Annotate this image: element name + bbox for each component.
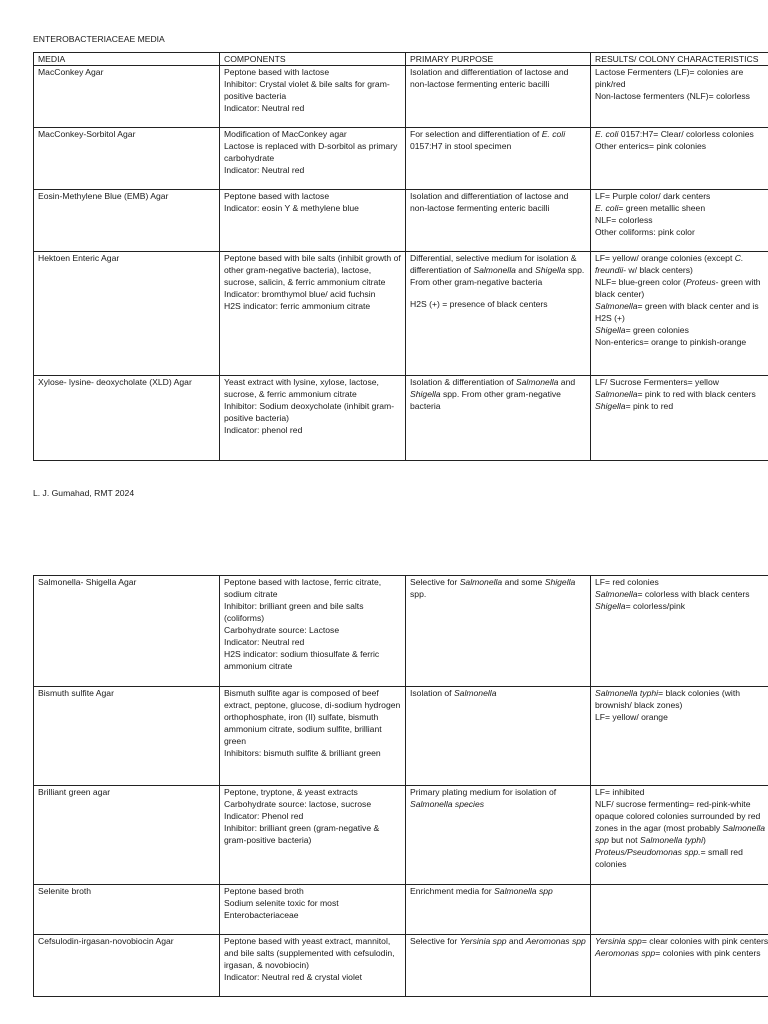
cell-line: H2S indicator: sodium thiosulfate & ferric ammonium citrate — [224, 649, 380, 671]
components-cell — [220, 66, 406, 128]
italic-term: E. coli — [595, 129, 619, 139]
header-components: COMPONENTS — [220, 53, 406, 66]
results-cell — [591, 935, 768, 997]
cell-line: Shigella= pink to red — [595, 401, 674, 411]
cell-line: Indicator: Neutral red & crystal violet — [224, 972, 363, 982]
cell-line: LF= yellow/ orange colonies (except C. freundii- w/ black centers) — [595, 253, 744, 275]
media-name-cell: Selenite broth — [34, 885, 220, 935]
cell-line: NLF= colorless — [595, 215, 653, 225]
cell-line: Sodium selenite toxic for most Enterobacteriaceae — [224, 898, 339, 920]
italic-term: E. coli — [541, 129, 566, 139]
italic-term: C. freundii — [595, 253, 744, 275]
cell-line: Other enterics= pink colonies — [595, 141, 707, 151]
cell-line: H2S (+) = presence of black centers — [410, 299, 548, 309]
cell-line: Aeromonas spp= colonies with pink centers — [595, 948, 761, 958]
cell-line: Indicator: eosin Y & methylene blue — [224, 203, 359, 213]
cell-line: LF= Purple color/ dark centers — [595, 191, 711, 201]
purpose-cell — [406, 190, 591, 252]
cell-line: Indicator: phenol red — [224, 425, 303, 435]
table-row — [34, 252, 768, 376]
cell-line: Carbohydrate source: lactose, sucrose — [224, 799, 372, 809]
cell-line: Indicator: Neutral red — [224, 165, 305, 175]
media-table-1 — [33, 52, 768, 461]
cell-line: Proteus/Pseudomonas spp.= small red colonies — [595, 847, 743, 869]
cell-line: Non-lactose fermenters (NLF)= colorless — [595, 91, 750, 101]
cell-line: Peptone based broth — [224, 886, 304, 896]
cell-line: Modification of MacConkey agar — [224, 129, 347, 139]
italic-term: Aeromonas spp — [525, 936, 586, 946]
cell-line: Enrichment media for Salmonella spp — [410, 886, 553, 896]
cell-line: Inhibitor: brilliant green (gram-negative & gram-positive bacteria) — [224, 823, 380, 845]
components-cell — [220, 885, 406, 935]
italic-term: Shigella — [544, 577, 576, 587]
components-cell — [220, 190, 406, 252]
media-name-cell: Xylose- lysine- deoxycholate (XLD) Agar — [34, 376, 220, 461]
cell-line: Yersinia spp= clear colonies with pink centers — [595, 936, 768, 946]
cell-line: Inhibitor: Sodium deoxycholate (inhibit gram-positive bacteria) — [224, 401, 395, 423]
italic-term: Salmonella typhi — [639, 835, 703, 845]
italic-term: Yersinia spp — [459, 936, 507, 946]
cell-line: NLF/ sucrose fermenting= red-pink-white opaque colored colonies surrounded by red zones in the agar (most probably Salmonella spp but not Salmonella typhi) — [595, 799, 766, 845]
cell-line: LF= yellow/ orange — [595, 712, 668, 722]
table-row — [34, 786, 768, 885]
cell-line: Indicator: bromthymol blue/ acid fuchsin — [224, 289, 376, 299]
components-cell — [220, 128, 406, 190]
cell-line: NLF= blue-green color (Proteus- green with black center) — [595, 277, 761, 299]
cell-line: LF= red colonies — [595, 577, 659, 587]
table-row — [34, 190, 768, 252]
cell-line: Shigella= green colonies — [595, 325, 689, 335]
cell-line: Inhibitor: brilliant green and bile salts (coliforms) — [224, 601, 364, 623]
italic-term: Shigella — [410, 389, 441, 399]
italic-term: Shigella — [595, 601, 626, 611]
header-media: MEDIA — [34, 53, 220, 66]
purpose-cell — [406, 576, 591, 687]
cell-line: Peptone based with lactose — [224, 67, 330, 77]
header-results: RESULTS/ COLONY CHARACTERISTICS — [591, 53, 768, 66]
table-row — [34, 885, 768, 935]
media-name-cell: Salmonella- Shigella Agar — [34, 576, 220, 687]
cell-line: Isolation & differentiation of Salmonella and Shigella spp. From other gram-negative bacteria — [410, 377, 576, 411]
cell-line: Salmonella= pink to red with black centers — [595, 389, 756, 399]
blank-line — [410, 288, 587, 298]
cell-line: Indicator: Neutral red — [224, 103, 305, 113]
cell-line: Yeast extract with lysine, xylose, lactose, sucrose, & ferric ammonium citrate — [224, 377, 379, 399]
results-cell — [591, 687, 768, 786]
cell-line: Peptone based with lactose — [224, 191, 330, 201]
italic-term: E. coli — [595, 203, 619, 213]
italic-term: Salmonella — [473, 265, 516, 275]
cell-line: E. coli 0157:H7= Clear/ colorless colonies — [595, 129, 754, 139]
table-row — [34, 687, 768, 786]
components-cell — [220, 576, 406, 687]
cell-line: Shigella= colorless/pink — [595, 601, 686, 611]
purpose-cell — [406, 128, 591, 190]
results-cell — [591, 376, 768, 461]
cell-line: Differential, selective medium for isolation & differentiation of Salmonella and Shigella spp. From other gram-negative bacteria — [410, 253, 585, 287]
media-name-cell: Bismuth sulfite Agar — [34, 687, 220, 786]
media-table-2 — [33, 575, 768, 997]
media-name-cell: Hektoen Enteric Agar — [34, 252, 220, 376]
results-cell — [591, 885, 768, 935]
purpose-cell — [406, 687, 591, 786]
cell-line: Indicator: Neutral red — [224, 637, 305, 647]
media-name-cell: Brilliant green agar — [34, 786, 220, 885]
italic-term: Yersinia spp — [595, 936, 642, 946]
cell-line: Non-enterics= orange to pinkish-orange — [595, 337, 747, 347]
italic-term: Salmonella — [595, 389, 638, 399]
cell-line: Indicator: Phenol red — [224, 811, 304, 821]
table-row — [34, 576, 768, 687]
media-name-cell: MacConkey Agar — [34, 66, 220, 128]
italic-term: Salmonella — [453, 688, 497, 698]
table-row — [34, 66, 768, 128]
table-row — [34, 935, 768, 997]
cell-line: LF= inhibited — [595, 787, 645, 797]
italic-term: Salmonella — [595, 301, 638, 311]
results-cell — [591, 252, 768, 376]
purpose-cell — [406, 376, 591, 461]
media-name-cell: Cefsulodin-irgasan-novobiocin Agar — [34, 935, 220, 997]
cell-line: LF/ Sucrose Fermenters= yellow — [595, 377, 719, 387]
results-cell — [591, 66, 768, 128]
purpose-cell — [406, 935, 591, 997]
cell-line: Salmonella= colorless with black centers — [595, 589, 750, 599]
cell-line: For selection and differentiation of E. coli 0157:H7 in stool specimen — [410, 129, 566, 151]
cell-line: Inhibitors: bismuth sulfite & brilliant green — [224, 748, 381, 758]
document-title: ENTEROBACTERIACEAE MEDIA — [33, 34, 165, 44]
italic-term: Proteus — [686, 277, 716, 287]
results-cell — [591, 190, 768, 252]
italic-term: Shigella — [595, 325, 626, 335]
cell-line: Peptone based with bile salts (inhibit growth of other gram-negative bacteria), lactose, sucrose, salicin, & ferric ammonium citrate — [224, 253, 401, 287]
italic-term: Shigella — [535, 265, 566, 275]
italic-term: Salmonella — [459, 577, 503, 587]
results-cell — [591, 576, 768, 687]
cell-line: Lactose Fermenters (LF)= colonies are pink/red — [595, 67, 744, 89]
cell-line: Isolation of Salmonella — [410, 688, 497, 698]
media-name-cell: Eosin-Methylene Blue (EMB) Agar — [34, 190, 220, 252]
cell-line: Selective for Salmonella and some Shigella spp. — [410, 577, 576, 599]
purpose-cell — [406, 786, 591, 885]
cell-line: Selective for Yersinia spp and Aeromonas spp — [410, 936, 586, 946]
italic-term: Proteus/Pseudomonas spp. — [595, 847, 701, 857]
results-cell — [591, 786, 768, 885]
purpose-cell — [406, 252, 591, 376]
components-cell — [220, 687, 406, 786]
italic-term: Salmonella — [595, 589, 638, 599]
cell-line: Bismuth sulfite agar is composed of beef extract, peptone, glucose, di-sodium hydrogen orthophosphate, iron (II) sulfate, bismuth ammonium citrate, sodium sulfite, brilliant green — [224, 688, 401, 746]
purpose-cell — [406, 885, 591, 935]
cell-line: E. coli= green metallic sheen — [595, 203, 706, 213]
italic-term: Salmonella — [515, 377, 559, 387]
cell-line: Primary plating medium for isolation of Salmonella species — [410, 787, 557, 809]
italic-term: Shigella — [595, 401, 626, 411]
components-cell — [220, 252, 406, 376]
italic-term: Salmonella spp — [494, 886, 553, 896]
purpose-cell — [406, 66, 591, 128]
author-credit: L. J. Gumahad, RMT 2024 — [33, 488, 135, 498]
cell-line: Isolation and differentiation of lactose and non-lactose fermenting enteric bacilli — [410, 67, 569, 89]
cell-line: Carbohydrate source: Lactose — [224, 625, 340, 635]
results-cell — [591, 128, 768, 190]
cell-line: Lactose is replaced with D-sorbitol as primary carbohydrate — [224, 141, 398, 163]
italic-term: Salmonella species — [410, 799, 485, 809]
cell-line: Peptone, tryptone, & yeast extracts — [224, 787, 358, 797]
cell-line: Peptone based with yeast extract, mannitol, and bile salts (supplemented with cefsulodin, irgasan, & novobiocin) — [224, 936, 395, 970]
cell-line: Peptone based with lactose, ferric citrate, sodium citrate — [224, 577, 382, 599]
table-row — [34, 128, 768, 190]
cell-line: Isolation and differentiation of lactose and non-lactose fermenting enteric bacilli — [410, 191, 569, 213]
italic-term: Salmonella typhi — [595, 688, 659, 698]
cell-line: Salmonella typhi= black colonies (with brownish/ black zones) — [595, 688, 740, 710]
components-cell — [220, 786, 406, 885]
cell-line: Inhibitor: Crystal violet & bile salts for gram-positive bacteria — [224, 79, 390, 101]
header-primary-purpose: PRIMARY PURPOSE — [406, 53, 591, 66]
components-cell — [220, 935, 406, 997]
italic-term: Salmonella spp — [595, 823, 766, 845]
header-row — [34, 53, 768, 66]
media-name-cell: MacConkey-Sorbitol Agar — [34, 128, 220, 190]
italic-term: Aeromonas spp — [595, 948, 656, 958]
cell-line: Salmonella= green with black center and is H2S (+) — [595, 301, 759, 323]
cell-line: H2S indicator: ferric ammonium citrate — [224, 301, 371, 311]
cell-line: Other coliforms: pink color — [595, 227, 695, 237]
table-row — [34, 376, 768, 461]
components-cell — [220, 376, 406, 461]
